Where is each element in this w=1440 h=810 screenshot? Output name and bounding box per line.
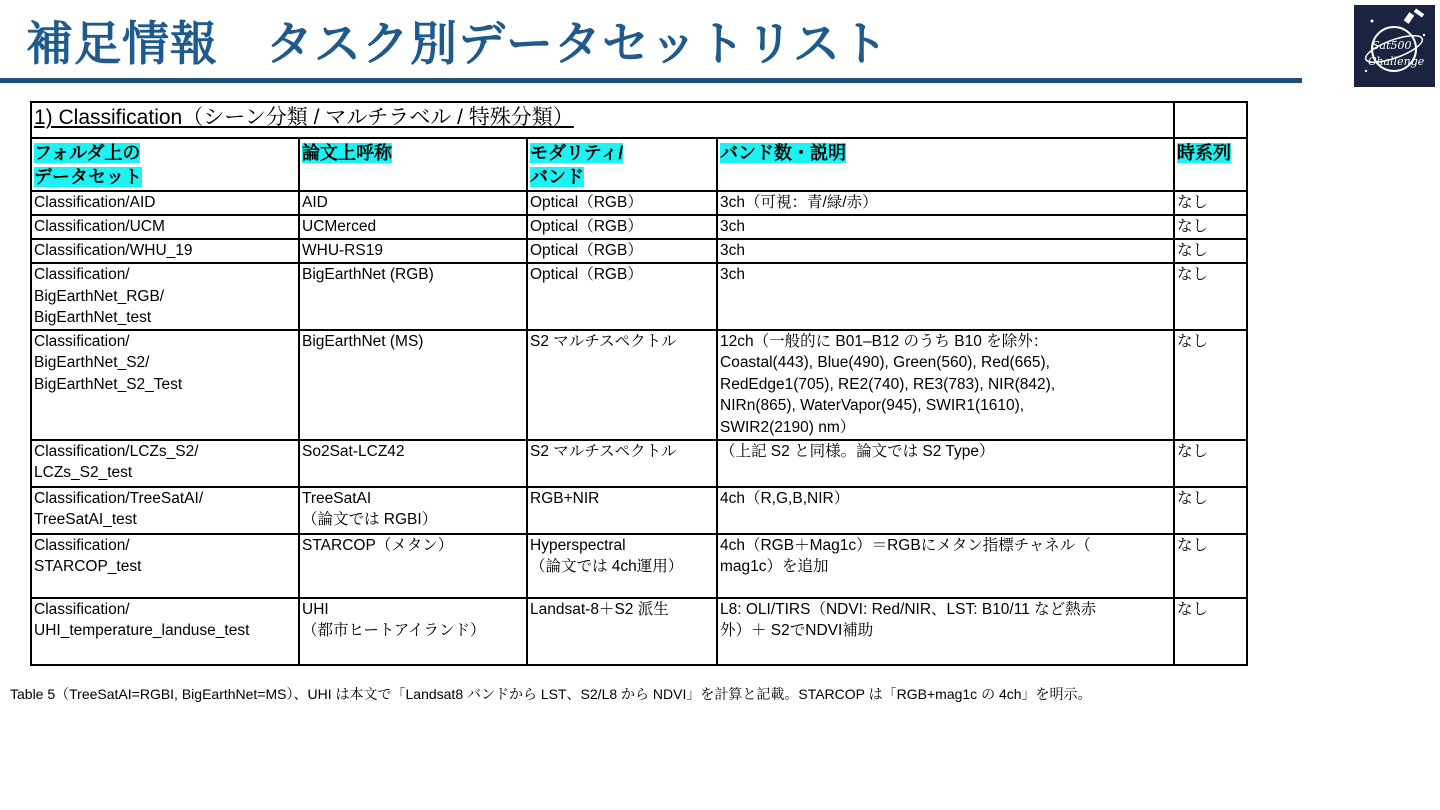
cell-timeseries: なし bbox=[1174, 330, 1247, 440]
cell-line: Hyperspectral bbox=[530, 536, 626, 554]
cell-bands bbox=[717, 440, 1174, 487]
cell-timeseries: なし bbox=[1174, 487, 1247, 534]
cell-line: Coastal(443), Blue(490), Green(560), Red(665), bbox=[720, 354, 1050, 371]
cell-line: SWIR2(2190) nm） bbox=[720, 418, 856, 436]
cell-folder bbox=[31, 215, 299, 239]
cell-paper-name bbox=[299, 440, 527, 487]
cell-line: Classification/ bbox=[34, 332, 130, 350]
cell-timeseries: なし bbox=[1174, 239, 1247, 263]
title-rule bbox=[0, 78, 1302, 83]
cell-modality bbox=[527, 239, 717, 263]
cell-line: Landsat-8＋S2 派生 bbox=[530, 600, 669, 618]
challenge-logo bbox=[1354, 5, 1435, 87]
cell-folder bbox=[31, 534, 299, 598]
cell-line: BigEarthNet_test bbox=[34, 309, 152, 326]
cell-line: Optical（RGB） bbox=[530, 266, 643, 283]
cell-bands bbox=[717, 487, 1174, 534]
table-row bbox=[31, 191, 1247, 215]
cell-line: Classification/AID bbox=[34, 194, 156, 211]
slide-title: 補足情報 タスク別データセットリスト bbox=[26, 17, 890, 72]
cell-folder bbox=[31, 330, 299, 440]
cell-modality bbox=[527, 440, 717, 487]
cell-folder bbox=[31, 239, 299, 263]
cell-line: UHI_temperature_landuse_test bbox=[34, 622, 250, 639]
cell-line: Optical（RGB） bbox=[530, 218, 643, 235]
cell-paper-name bbox=[299, 191, 527, 215]
logo-text-2: Challenge bbox=[1368, 55, 1425, 68]
dataset-table bbox=[30, 101, 1248, 666]
cell-line: TreeSatAI_test bbox=[34, 511, 137, 528]
cell-modality bbox=[527, 487, 717, 534]
cell-line: 3ch（可視：青/緑/赤） bbox=[720, 194, 878, 211]
header-row bbox=[31, 138, 1247, 191]
cell-modality bbox=[527, 534, 717, 598]
col-header-folder: フォルダ上の データセット bbox=[31, 138, 299, 191]
cell-paper-name bbox=[299, 534, 527, 598]
cell-line: BigEarthNet_S2_Test bbox=[34, 375, 183, 393]
cell-bands bbox=[717, 239, 1174, 263]
cell-line: （論文では 4ch運用） bbox=[530, 558, 684, 575]
cell-paper-name bbox=[299, 239, 527, 263]
cell-line: S2 マルチスペクトル bbox=[530, 332, 677, 350]
cell-line: （都市ヒートアイランド） bbox=[302, 622, 486, 639]
cell-line: mag1c）を追加 bbox=[720, 558, 829, 575]
cell-paper-name bbox=[299, 263, 527, 330]
cell-line: Classification/TreeSatAI/ bbox=[34, 489, 204, 507]
cell-folder bbox=[31, 487, 299, 534]
cell-line: BigEarthNet_S2/ bbox=[34, 354, 150, 371]
cell-line: BigEarthNet_RGB/ bbox=[34, 287, 165, 305]
cell-timeseries: なし bbox=[1174, 191, 1247, 215]
cell-modality bbox=[527, 215, 717, 239]
cell-modality bbox=[527, 598, 717, 665]
cell-line: UCMerced bbox=[302, 218, 377, 235]
cell-line: STARCOP（メタン） bbox=[302, 536, 454, 554]
cell-line: STARCOP_test bbox=[34, 558, 142, 575]
table-row bbox=[31, 487, 1247, 534]
cell-modality bbox=[527, 330, 717, 440]
cell-bands bbox=[717, 534, 1174, 598]
col-header-paper-name: 論文上呼称 bbox=[299, 138, 527, 191]
table-row bbox=[31, 239, 1247, 263]
cell-modality bbox=[527, 263, 717, 330]
cell-timeseries: なし bbox=[1174, 263, 1247, 330]
cell-line: So2Sat-LCZ42 bbox=[302, 442, 405, 460]
table-row bbox=[31, 263, 1247, 330]
table-row bbox=[31, 330, 1247, 440]
cell-line: AID bbox=[302, 194, 328, 211]
cell-line: 3ch bbox=[720, 242, 745, 259]
cell-paper-name bbox=[299, 215, 527, 239]
cell-line: Classification/ bbox=[34, 536, 130, 554]
cell-line: Optical（RGB） bbox=[530, 242, 643, 259]
cell-folder bbox=[31, 440, 299, 487]
cell-line: Classification/ bbox=[34, 600, 130, 618]
cell-line: RedEdge1(705), RE2(740), RE3(783), NIR(842), bbox=[720, 375, 1056, 393]
cell-timeseries: なし bbox=[1174, 215, 1247, 239]
cell-bands bbox=[717, 598, 1174, 665]
cell-line: LCZs_S2_test bbox=[34, 464, 133, 481]
col-header-timeseries: 時系列 bbox=[1174, 138, 1247, 191]
cell-line: BigEarthNet (MS) bbox=[302, 332, 424, 350]
cell-line: UHI bbox=[302, 600, 329, 618]
cell-line: NIRn(865), WaterVapor(945), SWIR1(1610), bbox=[720, 397, 1025, 414]
cell-folder bbox=[31, 263, 299, 330]
cell-line: 4ch（RGB＋Mag1c）＝RGBにメタン指標チャネル（ bbox=[720, 536, 1091, 554]
cell-bands bbox=[717, 215, 1174, 239]
cell-line: RGB+NIR bbox=[530, 489, 600, 507]
cell-line: S2 マルチスペクトル bbox=[530, 442, 677, 460]
col-header-bands: バンド数・説明 bbox=[717, 138, 1174, 191]
cell-line: 3ch bbox=[720, 266, 745, 283]
table-row bbox=[31, 598, 1247, 665]
cell-line: Classification/LCZs_S2/ bbox=[34, 442, 199, 460]
cell-line: 4ch（R,G,B,NIR） bbox=[720, 489, 850, 507]
cell-line: （上記 S2 と同様。論文では S2 Type） bbox=[720, 442, 995, 460]
cell-folder bbox=[31, 191, 299, 215]
table-row bbox=[31, 215, 1247, 239]
cell-line: Classification/ bbox=[34, 266, 130, 283]
cell-modality bbox=[527, 191, 717, 215]
cell-line: 外）＋ S2でNDVI補助 bbox=[720, 622, 874, 639]
cell-bands bbox=[717, 330, 1174, 440]
cell-bands bbox=[717, 263, 1174, 330]
cell-line: BigEarthNet (RGB) bbox=[302, 266, 434, 283]
cell-line: （論文では RGBI） bbox=[302, 511, 438, 528]
section-label: 1) Classification（シーン分類 / マルチラベル / 特殊分類） bbox=[34, 106, 574, 129]
cell-line: Optical（RGB） bbox=[530, 194, 643, 211]
satellite-logo-icon bbox=[1354, 5, 1435, 87]
cell-line: L8: OLI/TIRS（NDVI: Red/NIR、LST: B10/11 など熱赤 bbox=[720, 600, 1097, 618]
cell-line: 12ch（一般的に B01–B12 のうち B10 を除外： bbox=[720, 332, 1049, 350]
cell-timeseries: なし bbox=[1174, 598, 1247, 665]
table-row bbox=[31, 440, 1247, 487]
cell-paper-name bbox=[299, 487, 527, 534]
cell-line: TreeSatAI bbox=[302, 489, 372, 507]
cell-paper-name bbox=[299, 598, 527, 665]
cell-folder bbox=[31, 598, 299, 665]
cell-timeseries: なし bbox=[1174, 440, 1247, 487]
logo-text-1: Sat500 bbox=[1372, 39, 1412, 52]
table-row bbox=[31, 534, 1247, 598]
cell-line: 3ch bbox=[720, 218, 745, 235]
section-row bbox=[31, 102, 1247, 138]
col-header-modality: モダリティ/ バンド bbox=[527, 138, 717, 191]
cell-paper-name bbox=[299, 330, 527, 440]
cell-line: Classification/UCM bbox=[34, 218, 165, 235]
cell-bands bbox=[717, 191, 1174, 215]
footnote: Table 5（TreeSatAI=RGBI, BigEarthNet=MS）、UHI は本文で「Landsat8 バンドから LST、S2/L8 から NDVI」を計算と記載。STARCOP は「RGB+mag1c の 4ch」を明示。 bbox=[10, 686, 1092, 702]
cell-timeseries: なし bbox=[1174, 534, 1247, 598]
cell-line: Classification/WHU_19 bbox=[34, 242, 193, 259]
cell-line: WHU-RS19 bbox=[302, 242, 383, 259]
